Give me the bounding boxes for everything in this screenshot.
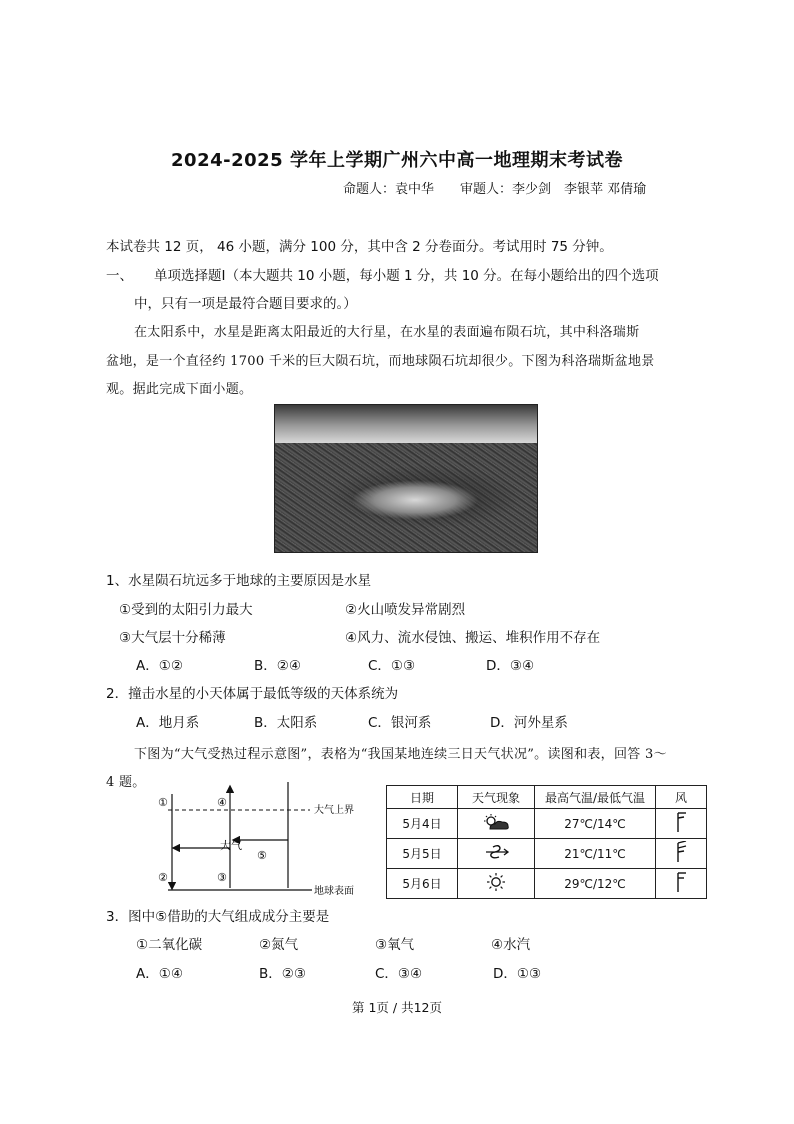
section-number: 一、 xyxy=(106,268,133,284)
q2-option-c[interactable]: C．银河系 xyxy=(368,715,432,731)
q2-stem: 2．撞击水星的小天体属于最低等级的天体系统为 xyxy=(106,686,399,702)
wind-barb-icon xyxy=(656,869,707,899)
q3-option-a[interactable]: A．①④ xyxy=(136,966,183,982)
section-heading-line2: 中，只有一项是最符合题目要求的。） xyxy=(134,296,357,312)
label-1: ① xyxy=(158,796,168,809)
atmosphere-heating-diagram xyxy=(150,782,375,897)
label-5: ⑤ xyxy=(257,849,267,862)
passage2-line2: 4 题。 xyxy=(106,775,146,790)
q2-option-d[interactable]: D．河外星系 xyxy=(490,715,568,731)
passage1-line3: 观。据此完成下面小题。 xyxy=(106,382,253,397)
label-2: ② xyxy=(158,871,168,884)
passage1-line2: 盆地，是一个直径约 1700 千米的巨大陨石坑，而地球陨石坑却很少。下图为科洛瑞斯盆地景 xyxy=(106,354,655,369)
table-header-row xyxy=(387,786,707,809)
table-row xyxy=(387,809,707,839)
sandstorm-icon xyxy=(458,839,535,869)
wind-barb-icon xyxy=(656,809,707,839)
exam-intro: 本试卷共 12 页， 46 小题，满分 100 分，其中含 2 分卷面分。考试用时 75 分钟。 xyxy=(106,239,613,255)
q3-option-b[interactable]: B．②③ xyxy=(259,966,306,982)
label-atmosphere: 大气 xyxy=(220,839,242,852)
q3-statement-1: ①二氧化碳 xyxy=(136,937,203,953)
wind-barb-icon xyxy=(656,839,707,869)
col-date: 日期 xyxy=(387,786,458,809)
q1-statement-4: ④风力、流水侵蚀、搬运、堆积作用不存在 xyxy=(345,630,601,646)
row-temperature: 27℃/14℃ xyxy=(535,809,656,839)
exam-title: 2024-2025 学年上学期广州六中高一地理期末考试卷 xyxy=(171,150,623,171)
weather-table xyxy=(386,785,707,899)
sunny-icon xyxy=(458,869,535,899)
label-4: ④ xyxy=(217,796,227,809)
label-earth-surface: 地球表面 xyxy=(314,886,354,897)
q3-stem: 3．图中⑤借助的大气组成成分主要是 xyxy=(106,909,330,925)
row-date: 5月4日 xyxy=(387,809,458,839)
page-footer: 第 1页 / 共12页 xyxy=(352,1000,442,1015)
q1-option-a[interactable]: A．①② xyxy=(136,658,183,674)
q1-option-c[interactable]: C．①③ xyxy=(368,658,416,674)
q3-statement-4: ④水汽 xyxy=(491,937,531,953)
exam-authors: 命题人：袁中华 审题人：李少剑 李银苹 邓倩瑜 xyxy=(343,182,647,197)
row-date: 5月5日 xyxy=(387,839,458,869)
q1-option-b[interactable]: B．②④ xyxy=(254,658,301,674)
label-3: ③ xyxy=(217,871,227,884)
col-wind: 风 xyxy=(656,786,707,809)
row-temperature: 29℃/12℃ xyxy=(535,869,656,899)
row-date: 5月6日 xyxy=(387,869,458,899)
photo-sky xyxy=(275,405,537,443)
row-temperature: 21℃/11℃ xyxy=(535,839,656,869)
section-heading-line1: 单项选择题Ⅰ（本大题共 10 小题，每小题 1 分，共 10 分。在每小题给出的四个选项 xyxy=(154,268,659,284)
q1-stem: 1、水星陨石坑远多于地球的主要原因是水星 xyxy=(106,573,372,589)
passage2-line1: 下图为“大气受热过程示意图”，表格为“我国某地连续三日天气状况”。读图和表，回答 3～ xyxy=(134,747,667,762)
col-weather: 天气现象 xyxy=(458,786,535,809)
table-row xyxy=(387,869,707,899)
passage1-line1: 在太阳系中，水星是距离太阳最近的大行星，在水星的表面遍布陨石坑，其中科洛瑞斯 xyxy=(134,325,640,340)
crater-photo xyxy=(274,404,538,553)
q1-statement-3: ③大气层十分稀薄 xyxy=(119,630,226,646)
q2-option-a[interactable]: A．地月系 xyxy=(136,715,200,731)
partly-cloudy-icon xyxy=(458,809,535,839)
table-row xyxy=(387,839,707,869)
q3-option-d[interactable]: D．①③ xyxy=(493,966,542,982)
q1-statement-2: ②火山喷发异常剧烈 xyxy=(345,602,466,618)
q3-option-c[interactable]: C．③④ xyxy=(375,966,423,982)
q3-statement-3: ③氧气 xyxy=(375,937,415,953)
q1-statement-1: ①受到的太阳引力最大 xyxy=(119,602,253,618)
col-temperature: 最高气温/最低气温 xyxy=(535,786,656,809)
q2-option-b[interactable]: B．太阳系 xyxy=(254,715,318,731)
label-atmosphere-top: 大气上界 xyxy=(314,805,354,816)
q1-option-d[interactable]: D．③④ xyxy=(486,658,535,674)
q3-statement-2: ②氮气 xyxy=(259,937,299,953)
